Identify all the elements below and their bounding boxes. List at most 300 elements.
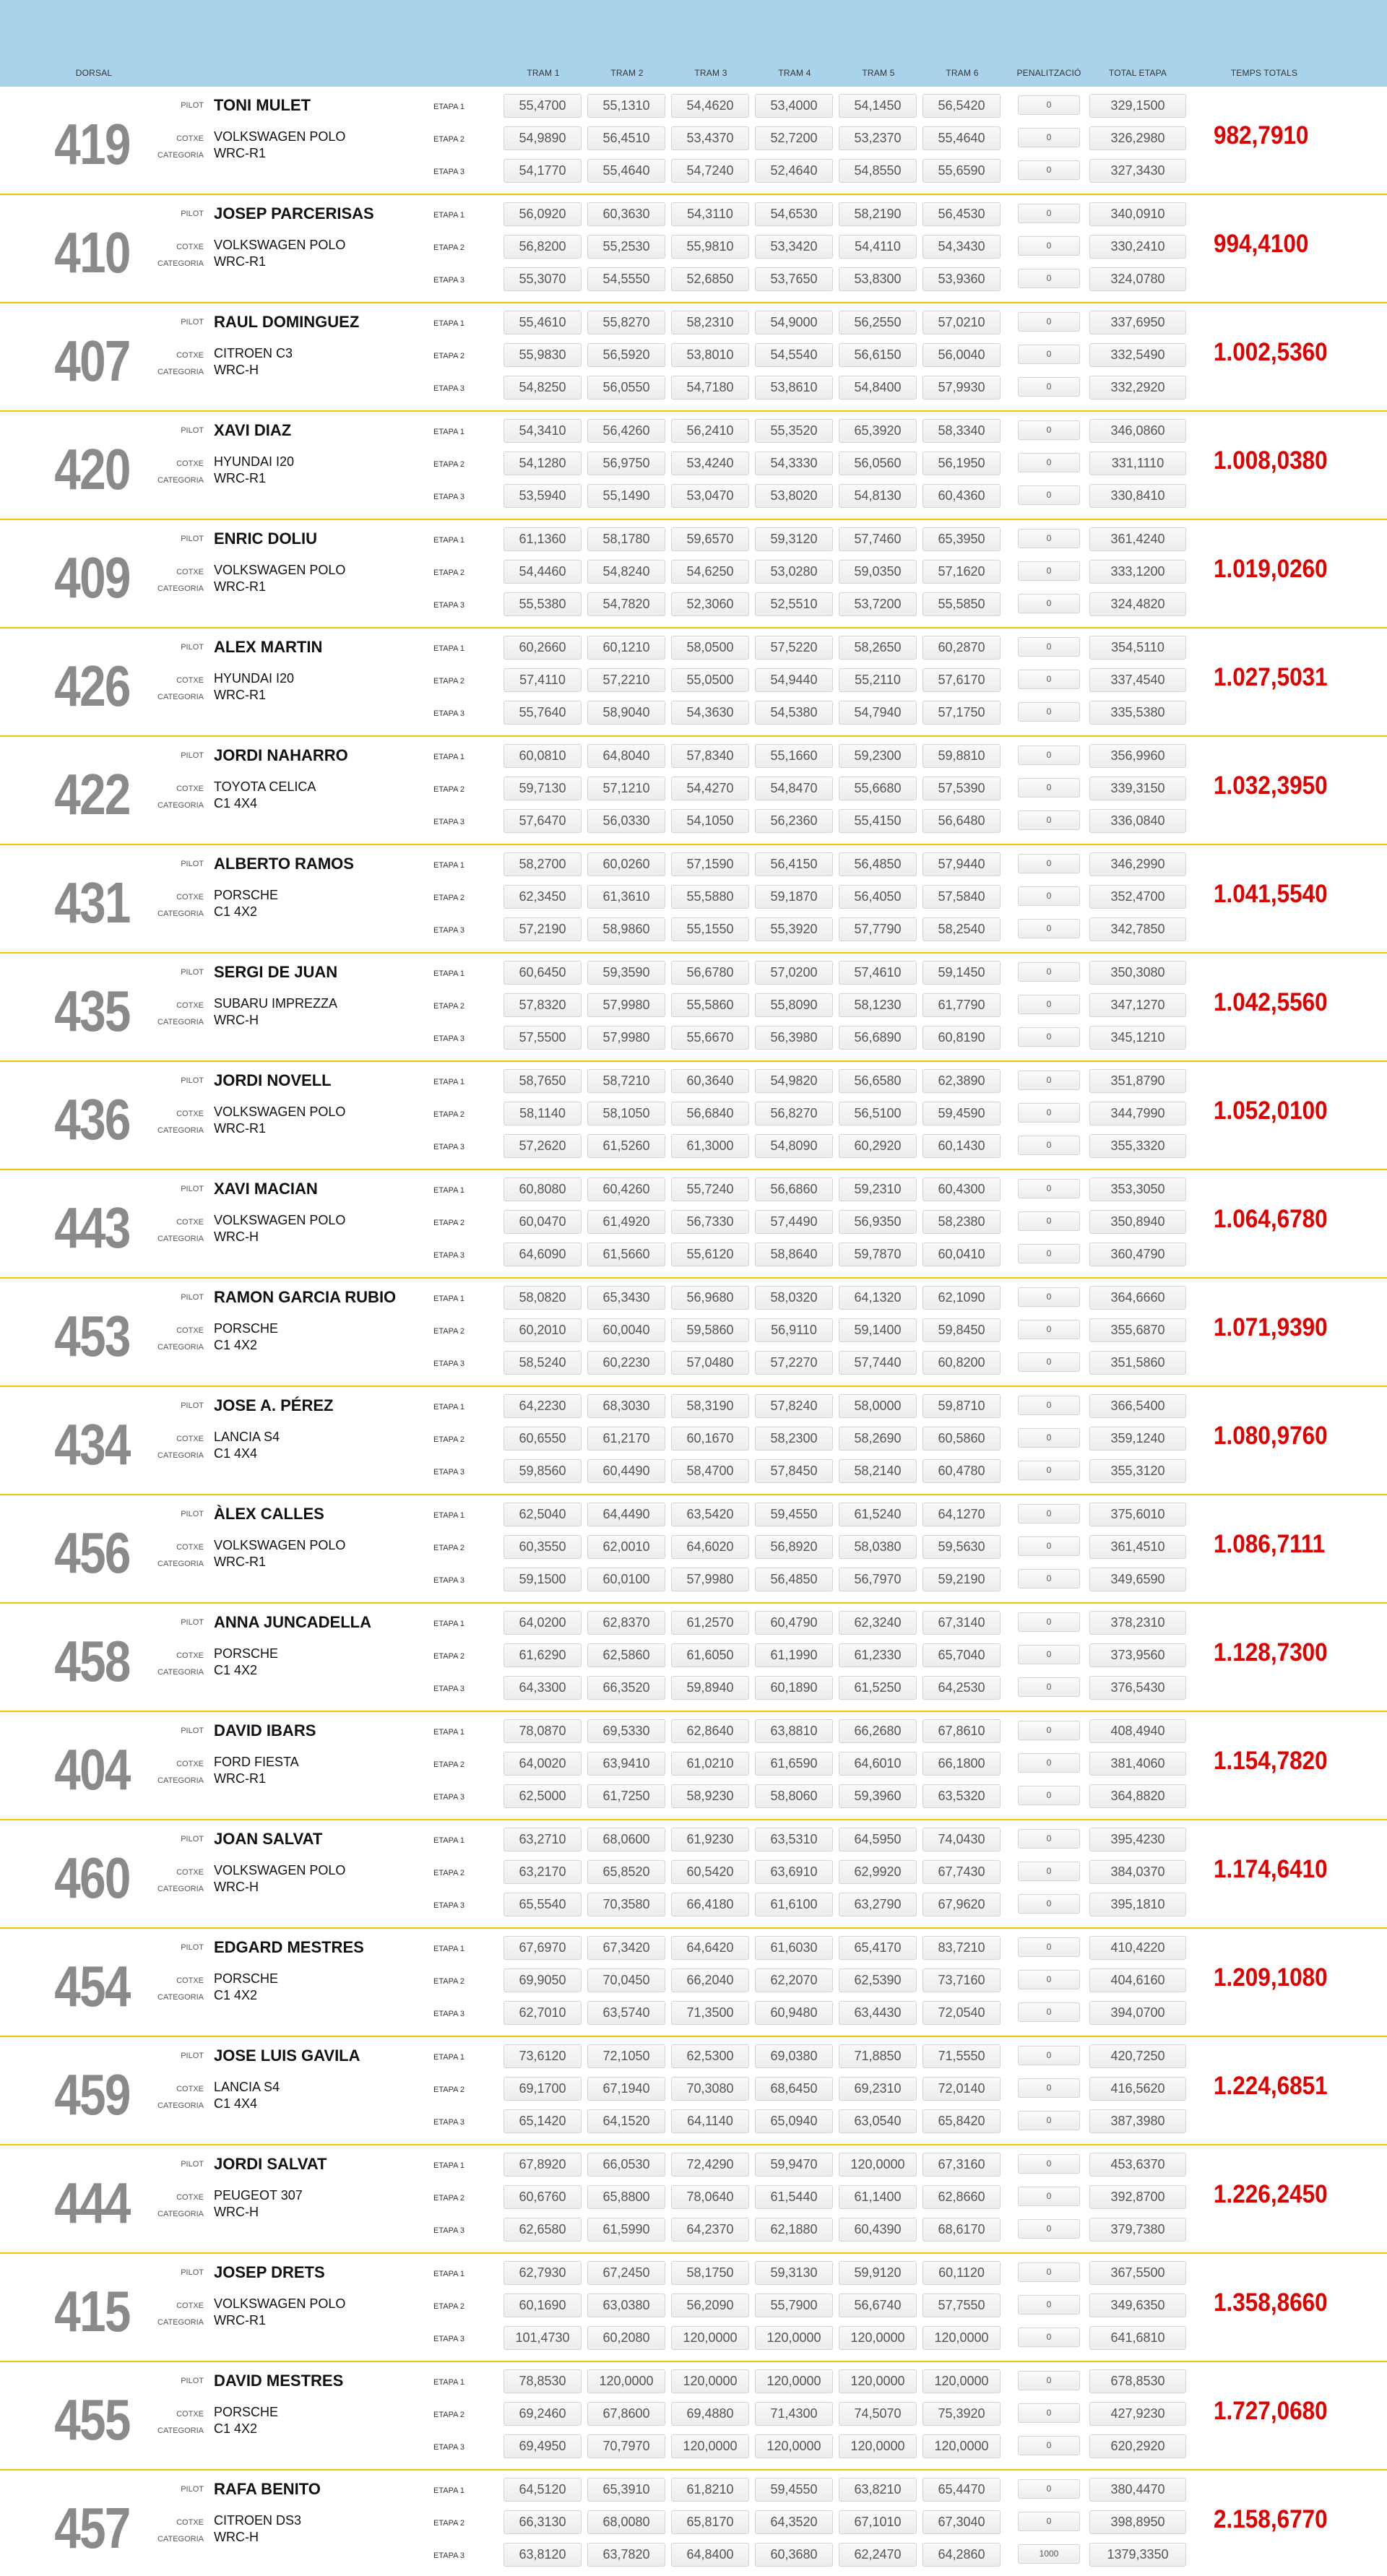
penalty-cell: 0: [1018, 529, 1080, 548]
tram-time-cell: 54,4620: [671, 94, 749, 118]
tram-time-cell: 56,4850: [839, 852, 917, 876]
dorsal-number: 409: [54, 545, 130, 610]
categoria-label: CATEGORIA: [157, 1885, 204, 1893]
tram-time-cell: 63,8810: [755, 1719, 833, 1743]
overall-time: 1.052,0100: [1214, 1097, 1328, 1125]
categoria-label: CATEGORIA: [157, 1126, 204, 1135]
tram-time-cell: 78,8530: [504, 2369, 582, 2393]
tram-time-cell: 53,4000: [755, 94, 833, 118]
tram-time-cell: 71,5550: [922, 2044, 1001, 2068]
etapa-label: ETAPA 2: [433, 352, 465, 360]
penalty-cell: 0: [1018, 2479, 1080, 2499]
tram-time-cell: 57,8240: [755, 1394, 833, 1418]
etapa-label: ETAPA 3: [433, 601, 465, 610]
pilot-label: PILOT: [181, 2052, 204, 2060]
result-row: [0, 1170, 1387, 1279]
stage-total-cell: 340,0910: [1089, 202, 1186, 226]
result-row: [0, 520, 1387, 628]
penalty-cell: 0: [1018, 1504, 1080, 1523]
tram-time-cell: 54,3430: [922, 235, 1001, 259]
tram-time-cell: 61,7790: [922, 993, 1001, 1017]
tram-time-cell: 55,7900: [755, 2294, 833, 2317]
tram-time-cell: 52,7200: [755, 126, 833, 150]
tram-time-cell: 55,5850: [922, 592, 1001, 616]
tram-time-cell: 120,0000: [922, 2326, 1001, 2350]
pilot-name: TONI MULET: [214, 96, 311, 114]
tram-time-cell: 61,2570: [671, 1611, 749, 1635]
car-name: VOLKSWAGEN POLO: [214, 1213, 346, 1227]
pilot-name: ALEX MARTIN: [214, 638, 323, 656]
tram-time-cell: 58,1050: [587, 1102, 665, 1125]
pilot-label: PILOT: [181, 643, 204, 652]
tram-time-cell: 59,8450: [922, 1318, 1001, 1342]
stage-total-cell: 337,6950: [1089, 311, 1186, 334]
tram-time-cell: 54,6530: [755, 202, 833, 226]
tram-time-cell: 63,2710: [504, 1828, 582, 1851]
etapa-label: ETAPA 3: [433, 818, 465, 826]
dorsal-number: 434: [54, 1412, 130, 1477]
tram-time-cell: 53,7200: [839, 592, 917, 616]
tram-time-cell: 54,7820: [587, 592, 665, 616]
tram-time-cell: 64,4490: [587, 1503, 665, 1526]
tram-time-cell: 54,8550: [839, 159, 917, 183]
tram-time-cell: 60,3630: [587, 202, 665, 226]
tram-time-cell: 63,2170: [504, 1860, 582, 1884]
etapa-label: ETAPA 1: [433, 1078, 465, 1086]
stage-total-cell: 329,1500: [1089, 94, 1186, 118]
categoria-label: CATEGORIA: [157, 1343, 204, 1352]
pilot-name: JOSE A. PÉREZ: [214, 1396, 334, 1414]
tram-time-cell: 57,5390: [922, 777, 1001, 800]
etapa-label: ETAPA 3: [433, 1576, 465, 1585]
etapa-label: ETAPA 2: [433, 1002, 465, 1011]
etapa-label: ETAPA 2: [433, 569, 465, 577]
tram-time-cell: 67,9620: [922, 1893, 1001, 1916]
result-row: [0, 2145, 1387, 2254]
tram-time-cell: 57,0210: [922, 311, 1001, 334]
category-name: C1 4X4: [214, 2096, 258, 2111]
overall-time: 1.226,2450: [1214, 2180, 1328, 2208]
stage-total-cell: 339,3150: [1089, 777, 1186, 800]
penalty-cell: 0: [1018, 95, 1080, 115]
stage-total-cell: 375,6010: [1089, 1503, 1186, 1526]
tram-time-cell: 60,4490: [587, 1459, 665, 1483]
overall-time: 994,4100: [1214, 230, 1309, 258]
tram-time-cell: 61,5240: [839, 1503, 917, 1526]
stage-total-cell: 378,2310: [1089, 1611, 1186, 1635]
result-row: [0, 2037, 1387, 2145]
tram-time-cell: 59,5630: [922, 1535, 1001, 1559]
tram-time-cell: 61,1990: [755, 1643, 833, 1667]
category-name: WRC-H: [214, 363, 259, 377]
tram-time-cell: 54,8250: [504, 376, 582, 399]
tram-time-cell: 57,2190: [504, 917, 582, 941]
tram-time-cell: 55,4610: [504, 311, 582, 334]
tram-time-cell: 56,6840: [671, 1102, 749, 1125]
tram-time-cell: 58,1780: [587, 527, 665, 551]
stage-total-cell: 373,9560: [1089, 1643, 1186, 1667]
cotxe-label: COTXE: [176, 351, 204, 360]
tram-time-cell: 53,0280: [755, 560, 833, 584]
penalty-cell: 0: [1018, 2111, 1080, 2130]
tram-time-cell: 56,2410: [671, 419, 749, 443]
tram-time-cell: 57,7440: [839, 1351, 917, 1375]
result-row: [0, 87, 1387, 195]
tram-time-cell: 72,1050: [587, 2044, 665, 2068]
etapa-label: ETAPA 3: [433, 709, 465, 718]
etapa-label: ETAPA 2: [433, 1219, 465, 1227]
tram-time-cell: 54,1770: [504, 159, 582, 183]
tram-time-cell: 56,6480: [922, 809, 1001, 833]
tram-time-cell: 60,4300: [922, 1177, 1001, 1201]
categoria-label: CATEGORIA: [157, 1993, 204, 2002]
etapa-label: ETAPA 3: [433, 168, 465, 176]
stage-total-cell: 359,1240: [1089, 1427, 1186, 1451]
tram-time-cell: 120,0000: [671, 2326, 749, 2350]
penalty-cell: 0: [1018, 1753, 1080, 1773]
etapa-label: ETAPA 1: [433, 536, 465, 545]
penalty-cell: 0: [1018, 345, 1080, 364]
etapa-label: ETAPA 3: [433, 926, 465, 935]
tram-time-cell: 53,8300: [839, 267, 917, 291]
cotxe-label: COTXE: [176, 568, 204, 576]
category-name: WRC-R1: [214, 1555, 266, 1569]
car-name: PORSCHE: [214, 888, 279, 902]
etapa-label: ETAPA 2: [433, 1869, 465, 1877]
tram-time-cell: 57,1210: [587, 777, 665, 800]
pilot-label: PILOT: [181, 2268, 204, 2277]
tram-time-cell: 120,0000: [671, 2434, 749, 2458]
car-name: HYUNDAI I20: [214, 671, 295, 686]
tram-time-cell: 63,0540: [839, 2109, 917, 2133]
tram-time-cell: 62,1880: [755, 2218, 833, 2242]
penalty-cell: 0: [1018, 811, 1080, 830]
tram-time-cell: 65,3920: [839, 419, 917, 443]
stage-total-cell: 360,4790: [1089, 1242, 1186, 1266]
category-name: WRC-H: [214, 2530, 259, 2544]
tram-time-cell: 55,0500: [671, 668, 749, 692]
cotxe-label: COTXE: [176, 2518, 204, 2527]
dorsal-number: 410: [54, 220, 130, 285]
etapa-label: ETAPA 1: [433, 319, 465, 328]
pilot-label: PILOT: [181, 318, 204, 327]
tram-time-cell: 55,5380: [504, 592, 582, 616]
categoria-label: CATEGORIA: [157, 476, 204, 485]
result-row: [0, 1062, 1387, 1170]
stage-total-cell: 324,0780: [1089, 267, 1186, 291]
pilot-label: PILOT: [181, 1510, 204, 1518]
stage-total-cell: 324,4820: [1089, 592, 1186, 616]
tram-time-cell: 54,8130: [839, 484, 917, 508]
tram-time-cell: 60,2660: [504, 636, 582, 660]
tram-time-cell: 62,2470: [839, 2543, 917, 2567]
cotxe-label: COTXE: [176, 1760, 204, 1768]
cotxe-label: COTXE: [176, 1326, 204, 1335]
categoria-label: CATEGORIA: [157, 2535, 204, 2543]
tram-time-cell: 58,0380: [839, 1535, 917, 1559]
tram-time-cell: 56,8920: [755, 1535, 833, 1559]
tram-time-cell: 64,6090: [504, 1242, 582, 1266]
car-name: PORSCHE: [214, 1646, 279, 1661]
tram-time-cell: 68,6170: [922, 2218, 1001, 2242]
tram-time-cell: 60,2010: [504, 1318, 582, 1342]
tram-time-cell: 54,8240: [587, 560, 665, 584]
result-row: [0, 2362, 1387, 2471]
tram-time-cell: 54,8470: [755, 777, 833, 800]
tram-time-cell: 58,1750: [671, 2261, 749, 2285]
penalty-cell: 0: [1018, 637, 1080, 657]
category-name: WRC-R1: [214, 1771, 266, 1786]
pilot-name: EDGARD MESTRES: [214, 1938, 364, 1956]
tram-time-cell: 120,0000: [922, 2369, 1001, 2393]
tram-time-cell: 60,1430: [922, 1134, 1001, 1158]
tram-time-cell: 83,7210: [922, 1936, 1001, 1960]
tram-time-cell: 58,2700: [504, 852, 582, 876]
tram-time-cell: 67,8920: [504, 2153, 582, 2177]
etapa-label: ETAPA 1: [433, 644, 465, 653]
stage-total-cell: 380,4470: [1089, 2478, 1186, 2502]
penalty-cell: 0: [1018, 561, 1080, 581]
result-row: [0, 954, 1387, 1062]
etapa-label: ETAPA 1: [433, 1403, 465, 1412]
tram-time-cell: 63,5320: [922, 1784, 1001, 1808]
tram-time-cell: 55,1660: [755, 744, 833, 768]
etapa-label: ETAPA 1: [433, 1836, 465, 1845]
penalty-cell: 0: [1018, 1536, 1080, 1556]
tram-time-cell: 58,2380: [922, 1210, 1001, 1234]
tram-time-cell: 54,3330: [755, 451, 833, 475]
tram-time-cell: 55,6590: [922, 159, 1001, 183]
stage-total-cell: 367,5500: [1089, 2261, 1186, 2285]
overall-time: 1.042,5560: [1214, 988, 1328, 1016]
tram-time-cell: 57,0480: [671, 1351, 749, 1375]
etapa-label: ETAPA 1: [433, 861, 465, 870]
stage-total-cell: 678,8530: [1089, 2369, 1186, 2393]
tram-time-cell: 58,9040: [587, 701, 665, 725]
tram-time-cell: 56,9750: [587, 451, 665, 475]
tram-time-cell: 53,8010: [671, 343, 749, 367]
tram-time-cell: 60,1890: [755, 1676, 833, 1700]
cotxe-label: COTXE: [176, 2410, 204, 2419]
stage-total-cell: 376,5430: [1089, 1676, 1186, 1700]
tram-time-cell: 61,1360: [504, 527, 582, 551]
result-row: [0, 2254, 1387, 2362]
penalty-cell: 0: [1018, 128, 1080, 147]
tram-time-cell: 58,8640: [755, 1242, 833, 1266]
tram-time-cell: 60,6760: [504, 2185, 582, 2209]
etapa-label: ETAPA 1: [433, 428, 465, 436]
result-row: [0, 2471, 1387, 2576]
tram-time-cell: 64,2860: [922, 2543, 1001, 2567]
tram-time-cell: 64,5120: [504, 2478, 582, 2502]
tram-time-cell: 58,9230: [671, 1784, 749, 1808]
etapa-label: ETAPA 2: [433, 1760, 465, 1769]
tram-time-cell: 56,5100: [839, 1102, 917, 1125]
category-name: C1 4X4: [214, 1446, 258, 1461]
stage-total-cell: 335,5380: [1089, 701, 1186, 725]
dorsal-number: 457: [54, 2496, 130, 2560]
tram-time-cell: 67,6970: [504, 1936, 582, 1960]
car-name: HYUNDAI I20: [214, 454, 295, 469]
category-name: WRC-R1: [214, 146, 266, 160]
etapa-label: ETAPA 2: [433, 2519, 465, 2528]
tram-time-cell: 61,6290: [504, 1643, 582, 1667]
pilot-name: JOAN SALVAT: [214, 1830, 323, 1848]
header-tram-1: TRAM 1: [527, 68, 560, 78]
tram-time-cell: 57,7550: [922, 2294, 1001, 2317]
tram-time-cell: 58,2300: [755, 1427, 833, 1451]
tram-time-cell: 59,8810: [922, 744, 1001, 768]
categoria-label: CATEGORIA: [157, 259, 204, 268]
tram-time-cell: 70,3580: [587, 1893, 665, 1916]
tram-time-cell: 62,5300: [671, 2044, 749, 2068]
tram-time-cell: 58,2650: [839, 636, 917, 660]
tram-time-cell: 56,0560: [839, 451, 917, 475]
penalty-cell: 0: [1018, 702, 1080, 722]
dorsal-number: 420: [54, 437, 130, 501]
car-name: PORSCHE: [214, 2405, 279, 2419]
tram-time-cell: 61,2170: [587, 1427, 665, 1451]
tram-time-cell: 74,0430: [922, 1828, 1001, 1851]
stage-total-cell: 332,2920: [1089, 376, 1186, 399]
penalty-cell: 0: [1018, 670, 1080, 689]
penalty-cell: 0: [1018, 2262, 1080, 2282]
tram-time-cell: 69,9050: [504, 1968, 582, 1992]
tram-time-cell: 56,8270: [755, 1102, 833, 1125]
dorsal-number: 443: [54, 1196, 130, 1260]
overall-time: 1.174,6410: [1214, 1855, 1328, 1883]
penalty-cell: 0: [1018, 1287, 1080, 1307]
tram-time-cell: 64,0200: [504, 1611, 582, 1635]
penalty-cell: 0: [1018, 312, 1080, 332]
stage-total-cell: 410,4220: [1089, 1936, 1186, 1960]
pilot-label: PILOT: [181, 1618, 204, 1627]
car-name: PORSCHE: [214, 1971, 279, 1986]
tram-time-cell: 57,2270: [755, 1351, 833, 1375]
etapa-label: ETAPA 1: [433, 1945, 465, 1953]
tram-time-cell: 64,1520: [587, 2109, 665, 2133]
cotxe-label: COTXE: [176, 893, 204, 902]
penalty-cell: 0: [1018, 1027, 1080, 1047]
tram-time-cell: 66,3130: [504, 2510, 582, 2534]
tram-time-cell: 67,7430: [922, 1860, 1001, 1884]
tram-time-cell: 55,6120: [671, 1242, 749, 1266]
result-row: [0, 303, 1387, 412]
cotxe-label: COTXE: [176, 243, 204, 251]
tram-time-cell: 65,3910: [587, 2478, 665, 2502]
etapa-label: ETAPA 3: [433, 1360, 465, 1368]
categoria-label: CATEGORIA: [157, 1668, 204, 1677]
penalty-cell: 0: [1018, 2436, 1080, 2455]
tram-time-cell: 54,7240: [671, 159, 749, 183]
tram-time-cell: 70,0450: [587, 1968, 665, 1992]
tram-time-cell: 60,4780: [922, 1459, 1001, 1483]
header-total-etapa: TOTAL ETAPA: [1108, 68, 1167, 78]
tram-time-cell: 120,0000: [671, 2369, 749, 2393]
pilot-label: PILOT: [181, 1943, 204, 1952]
dorsal-number: 456: [54, 1521, 130, 1585]
tram-time-cell: 68,3030: [587, 1394, 665, 1418]
dorsal-number: 435: [54, 979, 130, 1043]
penalty-cell: 0: [1018, 2154, 1080, 2174]
pilot-name: ANNA JUNCADELLA: [214, 1613, 371, 1631]
tram-time-cell: 58,3190: [671, 1394, 749, 1418]
tram-time-cell: 63,7820: [587, 2543, 665, 2567]
tram-time-cell: 62,5040: [504, 1503, 582, 1526]
category-name: WRC-H: [214, 2205, 259, 2219]
category-name: WRC-R1: [214, 1121, 266, 1136]
stage-total-cell: 349,6590: [1089, 1568, 1186, 1591]
stage-total-cell: 330,8410: [1089, 484, 1186, 508]
etapa-label: ETAPA 2: [433, 1327, 465, 1336]
category-name: WRC-R1: [214, 579, 266, 594]
tram-time-cell: 67,8600: [587, 2402, 665, 2426]
etapa-label: ETAPA 2: [433, 1652, 465, 1661]
pilot-name: ÀLEX CALLES: [214, 1505, 324, 1523]
tram-time-cell: 65,8420: [922, 2109, 1001, 2133]
etapa-label: ETAPA 1: [433, 103, 465, 111]
etapa-label: ETAPA 1: [433, 1511, 465, 1520]
penalty-cell: 0: [1018, 854, 1080, 873]
pilot-name: XAVI DIAZ: [214, 421, 292, 439]
tram-time-cell: 59,4590: [922, 1102, 1001, 1125]
pilot-label: PILOT: [181, 968, 204, 977]
car-name: VOLKSWAGEN POLO: [214, 2296, 346, 2311]
tram-time-cell: 55,1310: [587, 94, 665, 118]
tram-time-cell: 60,2080: [587, 2326, 665, 2350]
penalty-cell: 0: [1018, 1894, 1080, 1914]
tram-time-cell: 55,4640: [587, 159, 665, 183]
stage-total-cell: 346,2990: [1089, 852, 1186, 876]
tram-time-cell: 54,1280: [504, 451, 582, 475]
categoria-label: CATEGORIA: [157, 801, 204, 810]
category-name: WRC-H: [214, 1229, 259, 1244]
tram-time-cell: 61,4920: [587, 1210, 665, 1234]
tram-time-cell: 53,2370: [839, 126, 917, 150]
tram-time-cell: 58,1230: [839, 993, 917, 1017]
tram-time-cell: 72,0540: [922, 2001, 1001, 2025]
tram-time-cell: 63,5740: [587, 2001, 665, 2025]
tram-time-cell: 62,6580: [504, 2218, 582, 2242]
tram-time-cell: 60,4360: [922, 484, 1001, 508]
result-row: [0, 1604, 1387, 1712]
tram-time-cell: 68,6450: [755, 2077, 833, 2101]
tram-time-cell: 59,1400: [839, 1318, 917, 1342]
tram-time-cell: 60,0100: [587, 1568, 665, 1591]
tram-time-cell: 54,7180: [671, 376, 749, 399]
tram-time-cell: 60,0040: [587, 1318, 665, 1342]
stage-total-cell: 408,4940: [1089, 1719, 1186, 1743]
tram-time-cell: 64,0020: [504, 1752, 582, 1776]
penalty-cell: 0: [1018, 453, 1080, 472]
stage-total-cell: 337,4540: [1089, 668, 1186, 692]
cotxe-label: COTXE: [176, 2301, 204, 2310]
etapa-label: ETAPA 2: [433, 2302, 465, 2311]
tram-time-cell: 64,1140: [671, 2109, 749, 2133]
tram-time-cell: 53,5940: [504, 484, 582, 508]
header-tram-2: TRAM 2: [610, 68, 644, 78]
pilot-name: JOSEP PARCERISAS: [214, 204, 374, 222]
stage-total-cell: 332,5490: [1089, 343, 1186, 367]
tram-time-cell: 67,3040: [922, 2510, 1001, 2534]
category-name: C1 4X2: [214, 904, 258, 919]
category-name: C1 4X2: [214, 1988, 258, 2002]
stage-total-cell: 327,3430: [1089, 159, 1186, 183]
tram-time-cell: 64,8040: [587, 744, 665, 768]
categoria-label: CATEGORIA: [157, 1560, 204, 1568]
tram-time-cell: 60,3640: [671, 1069, 749, 1093]
result-row: [0, 845, 1387, 954]
